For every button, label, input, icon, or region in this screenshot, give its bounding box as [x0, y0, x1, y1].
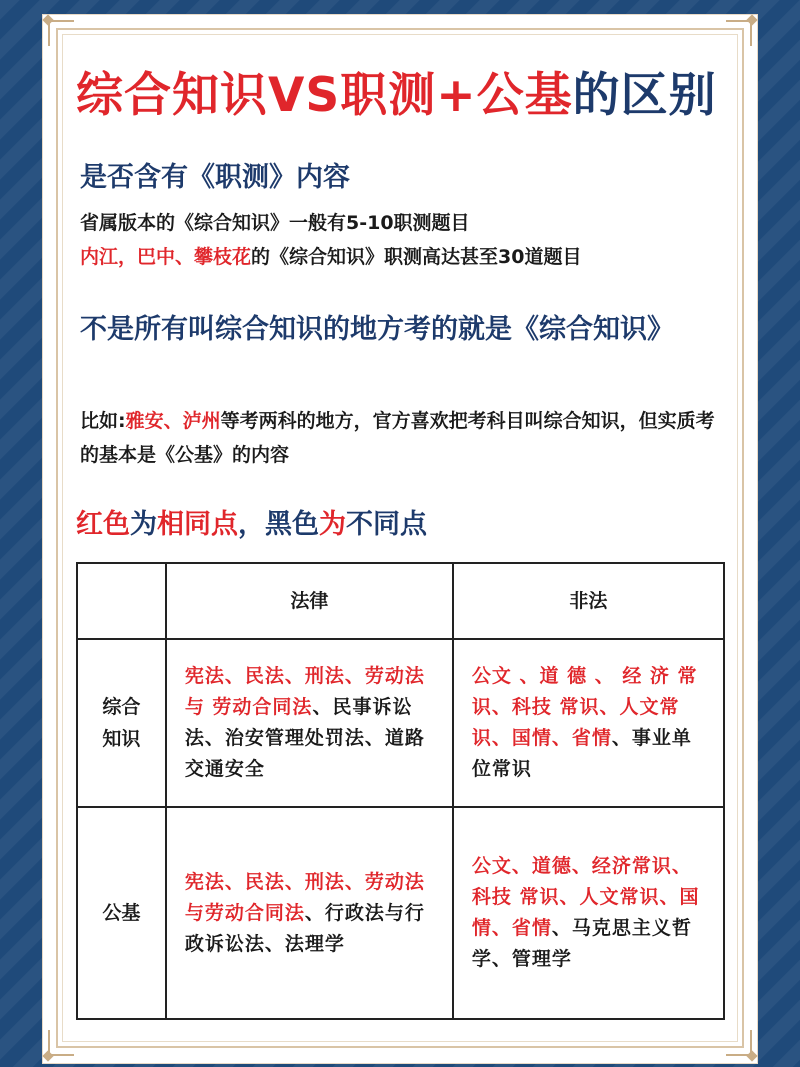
- cell-nonlaw-zonghe: [453, 639, 724, 807]
- table-header-law: 法律: [166, 563, 453, 639]
- color-legend: [76, 502, 427, 541]
- section1-body: [80, 206, 730, 274]
- cell-nonlaw-black: 、马克思主义哲学、管理学: [471, 917, 692, 970]
- legend-diff-points: 不同点: [346, 509, 427, 540]
- cell-law-red: 宪法、民法、刑法、劳动法与劳动合同法: [184, 870, 425, 924]
- cell-law-black: 、民事诉讼法、治安管理处罚法、道路交通安全: [184, 696, 425, 780]
- legend-black-word: 黑色: [265, 509, 319, 540]
- table-corner-cell: [77, 563, 166, 639]
- cell-nonlaw-red: 公文 、道 德 、 经 济 常识、科技 常识、人文常识、国情、省情: [471, 665, 698, 749]
- title-red-part: 综合知识VS职测+公基: [76, 68, 573, 123]
- section1-line2: [80, 240, 730, 274]
- cell-law-zonghe: [166, 639, 453, 807]
- cell-nonlaw-gongji: [453, 807, 724, 1019]
- cell-nonlaw-black: 、事业单位常识: [471, 727, 692, 780]
- table-header-nonlaw: 非法: [453, 563, 724, 639]
- section2-example-prefix: 比如:: [80, 410, 126, 432]
- table-header-row: [77, 563, 724, 639]
- row-label-gongji: 公基: [77, 807, 166, 1019]
- title-navy-part: 的区别: [572, 68, 717, 123]
- cell-law-black: 、行政法与行政诉讼法、法理学: [184, 901, 425, 955]
- row-label-zonghe: [77, 639, 166, 807]
- section2-example-red: 雅安、泸州: [125, 410, 221, 432]
- section2-heading: 不是所有叫综合知识的地方考的就是《综合知识》: [80, 314, 674, 345]
- legend-red-word: 红色: [76, 509, 130, 540]
- comparison-table: [76, 562, 725, 1020]
- section1-line2-rest: 的《综合知识》职测高达甚至30道题目: [251, 246, 582, 268]
- cell-nonlaw-red: 公文、道德、经济常识、科技 常识、人文常识、国情、省情: [471, 855, 700, 939]
- corner-ornament-top-left: [48, 20, 74, 46]
- section1-line2-red: 内江，巴中、攀枝花: [80, 246, 252, 268]
- section1-line1: 省属版本的《综合知识》一般有5-10职测题目: [80, 212, 470, 234]
- legend-comma: ，: [238, 509, 265, 540]
- table-row: [77, 639, 724, 807]
- legend-wei-1: 为: [130, 509, 157, 540]
- legend-wei-2: 为: [319, 509, 346, 540]
- legend-same-points: 相同点: [157, 509, 238, 540]
- page-title: [76, 58, 736, 125]
- section2-example: [80, 404, 730, 472]
- section2-example-rest: 等考两科的地方，官方喜欢把考科目叫综合知识，但实质考的基本是《公基》的内容: [80, 410, 715, 466]
- corner-ornament-bottom-left: [48, 1030, 74, 1056]
- cell-law-red: 宪法、民法、刑法、劳动法与 劳动合同法: [184, 665, 425, 718]
- cell-law-gongji: [166, 807, 453, 1019]
- corner-ornament-top-right: [726, 20, 752, 46]
- table-row: [77, 807, 724, 1019]
- row-label-text: 综合知识: [102, 696, 141, 750]
- corner-ornament-bottom-right: [726, 1030, 752, 1056]
- section1-heading: 是否含有《职测》内容: [80, 162, 350, 193]
